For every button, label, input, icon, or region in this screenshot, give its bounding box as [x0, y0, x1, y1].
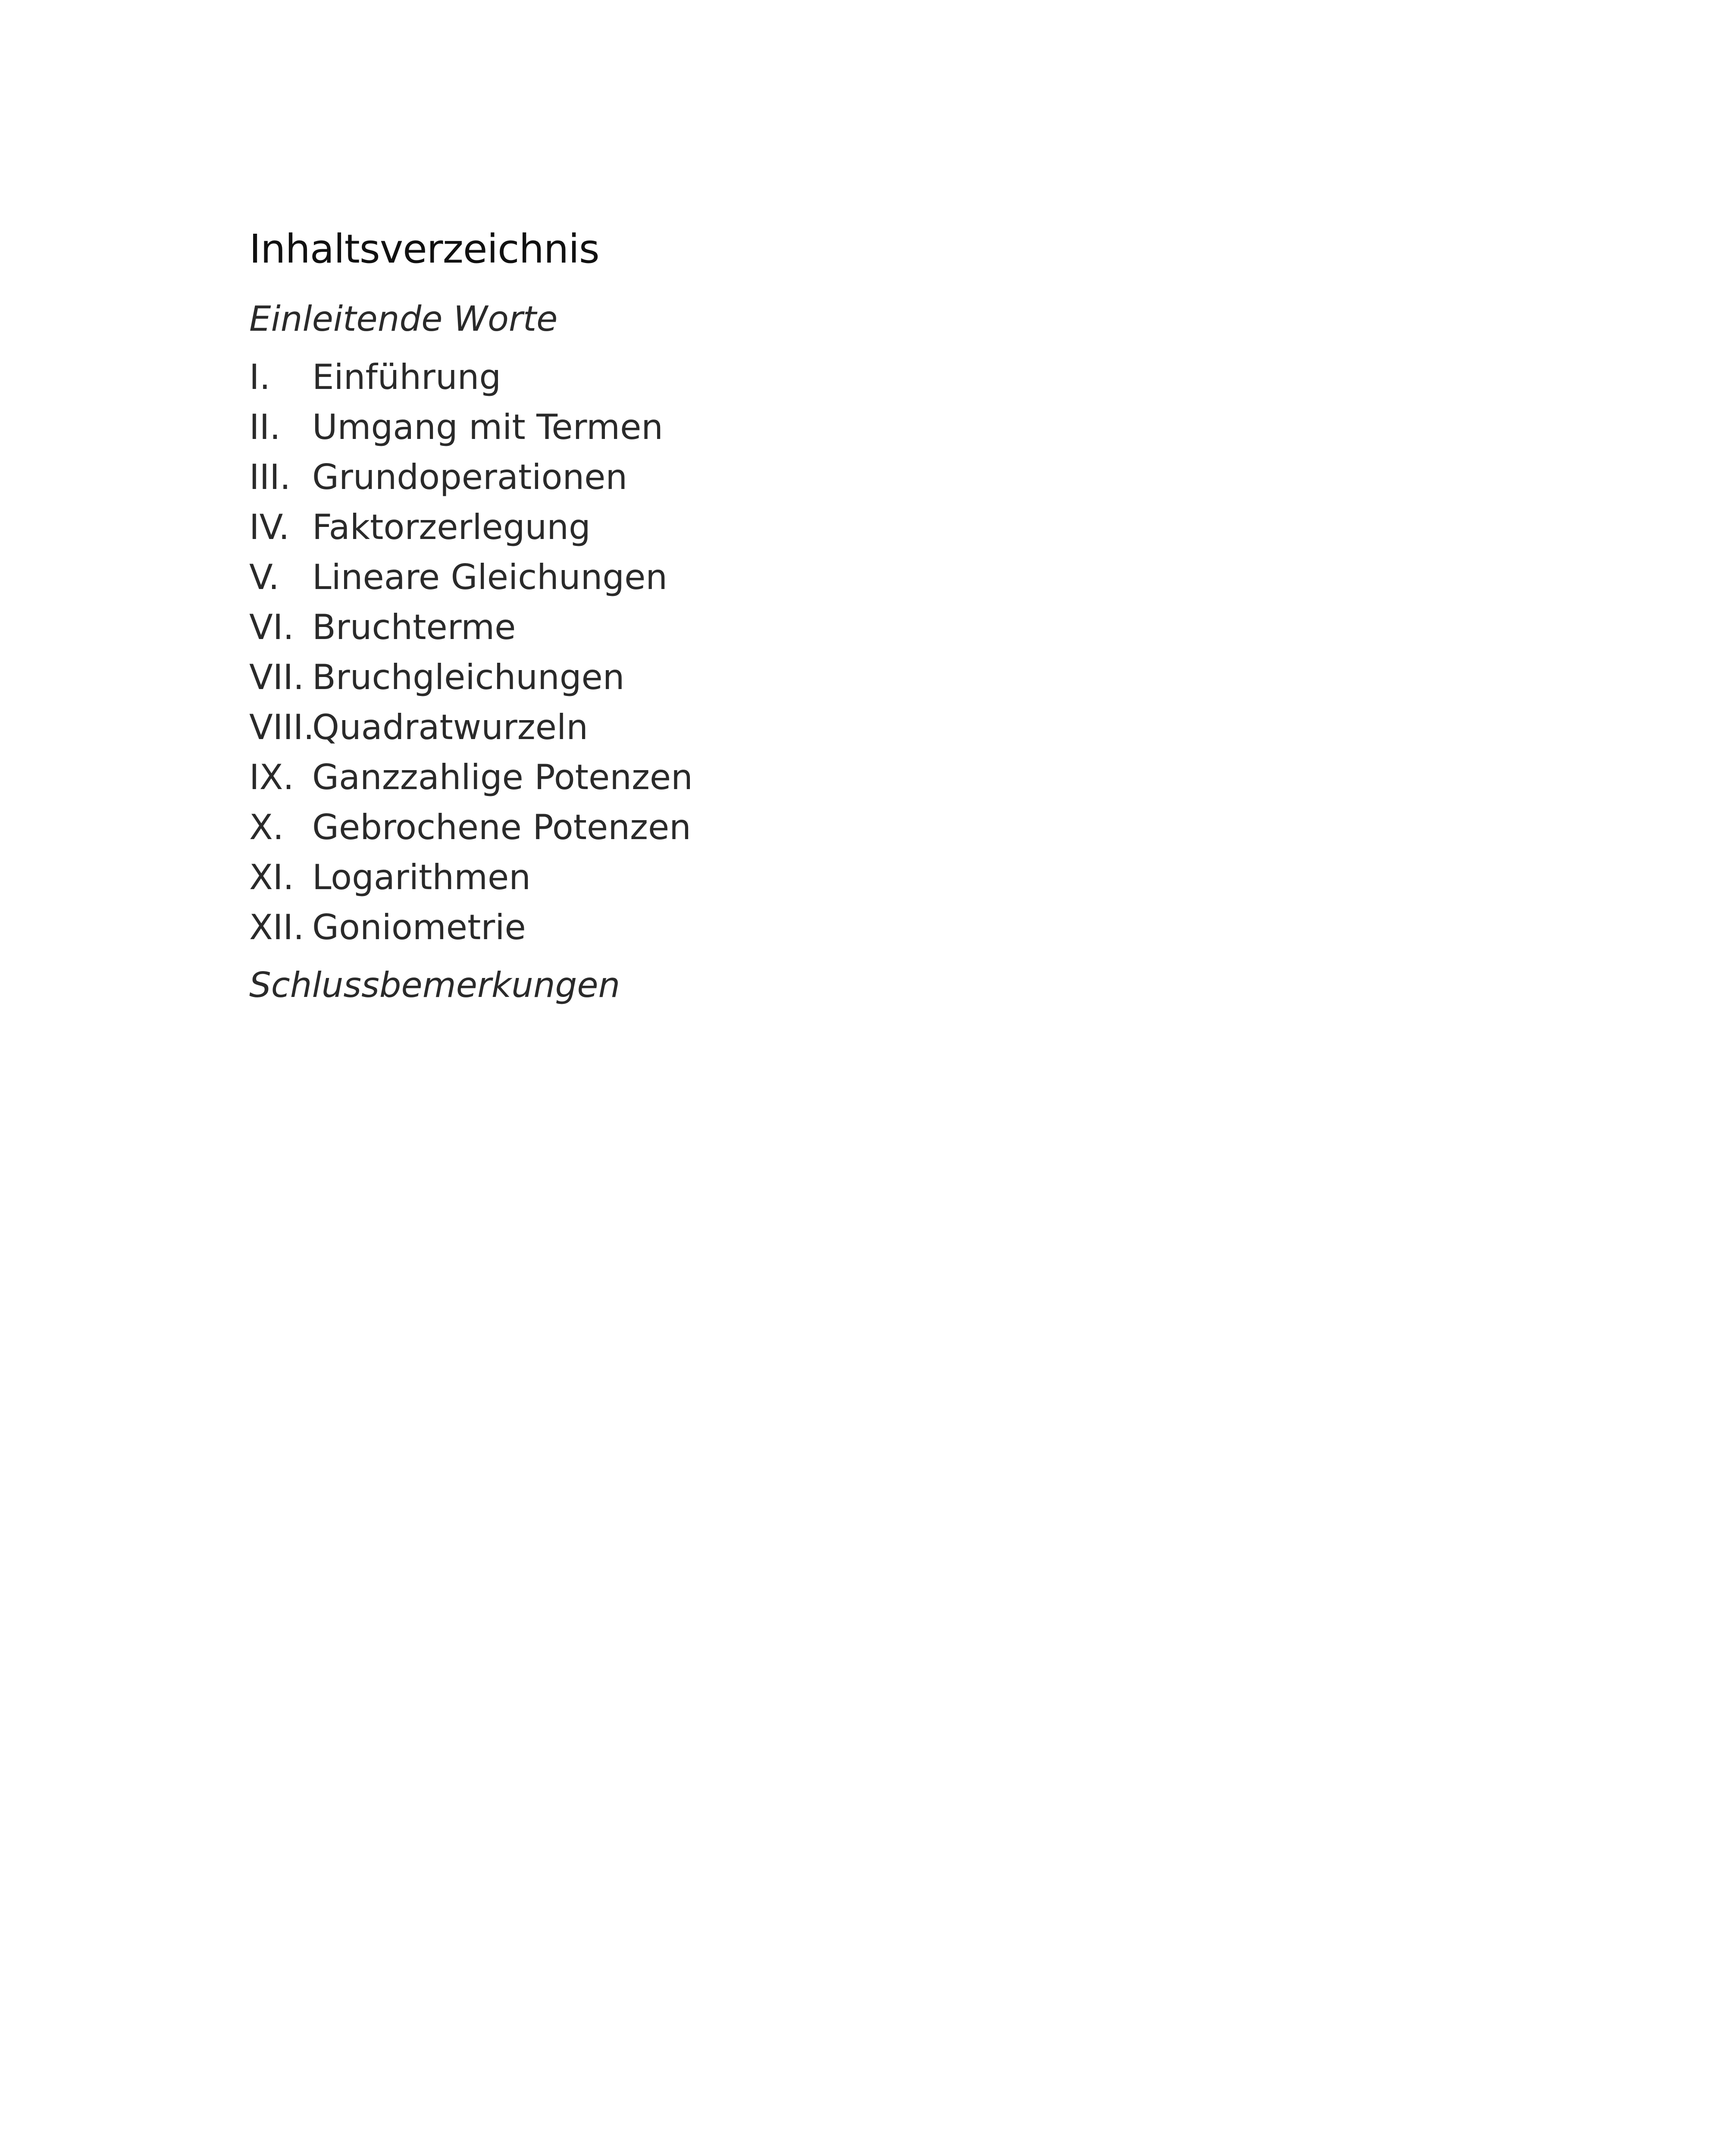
page-title: Inhaltsverzeichnis: [249, 226, 599, 272]
chapter-title: Grundoperationen: [312, 457, 628, 497]
toc-entry-chapter-1: [249, 357, 693, 410]
chapter-title: Bruchgleichungen: [312, 657, 625, 697]
chapter-title: Faktorzerlegung: [312, 507, 591, 547]
toc-entry-chapter-8: [249, 707, 693, 760]
chapter-numeral: VII.: [249, 657, 304, 697]
chapter-title: Einführung: [312, 357, 501, 397]
chapter-title: Gebrochene Potenzen: [312, 807, 691, 847]
chapter-numeral: VI.: [249, 607, 294, 647]
chapter-numeral: IV.: [249, 507, 290, 547]
chapter-numeral: I.: [249, 357, 271, 397]
toc-entry-chapter-4: [249, 507, 693, 560]
chapter-numeral: VIII.: [249, 707, 314, 747]
chapter-title: Lineare Gleichungen: [312, 557, 667, 597]
toc-entry-outro: Schlussbemerkungen: [249, 965, 620, 1005]
chapter-numeral: IX.: [249, 757, 294, 797]
chapter-numeral: XII.: [249, 907, 304, 947]
toc-chapter-list: [249, 357, 693, 960]
toc-entry-intro: Einleitende Worte: [249, 299, 558, 339]
toc-entry-chapter-6: [249, 607, 693, 660]
toc-entry-chapter-9: [249, 757, 693, 810]
chapter-numeral: II.: [249, 407, 281, 447]
chapter-title: Umgang mit Termen: [312, 407, 663, 447]
toc-entry-chapter-2: [249, 407, 693, 460]
toc-entry-chapter-5: [249, 557, 693, 610]
chapter-title: Goniometrie: [312, 907, 526, 947]
chapter-title: Quadratwurzeln: [312, 707, 588, 747]
toc-entry-chapter-3: [249, 457, 693, 510]
chapter-numeral: III.: [249, 457, 291, 497]
toc-entry-chapter-10: [249, 807, 693, 860]
chapter-numeral: XI.: [249, 857, 294, 897]
chapter-numeral: V.: [249, 557, 279, 597]
chapter-title: Bruchterme: [312, 607, 516, 647]
chapter-title: Ganzzahlige Potenzen: [312, 757, 693, 797]
toc-entry-chapter-7: [249, 657, 693, 710]
toc-entry-chapter-11: [249, 857, 693, 910]
toc-entry-chapter-12: [249, 907, 693, 960]
chapter-numeral: X.: [249, 807, 284, 847]
chapter-title: Logarithmen: [312, 857, 531, 897]
